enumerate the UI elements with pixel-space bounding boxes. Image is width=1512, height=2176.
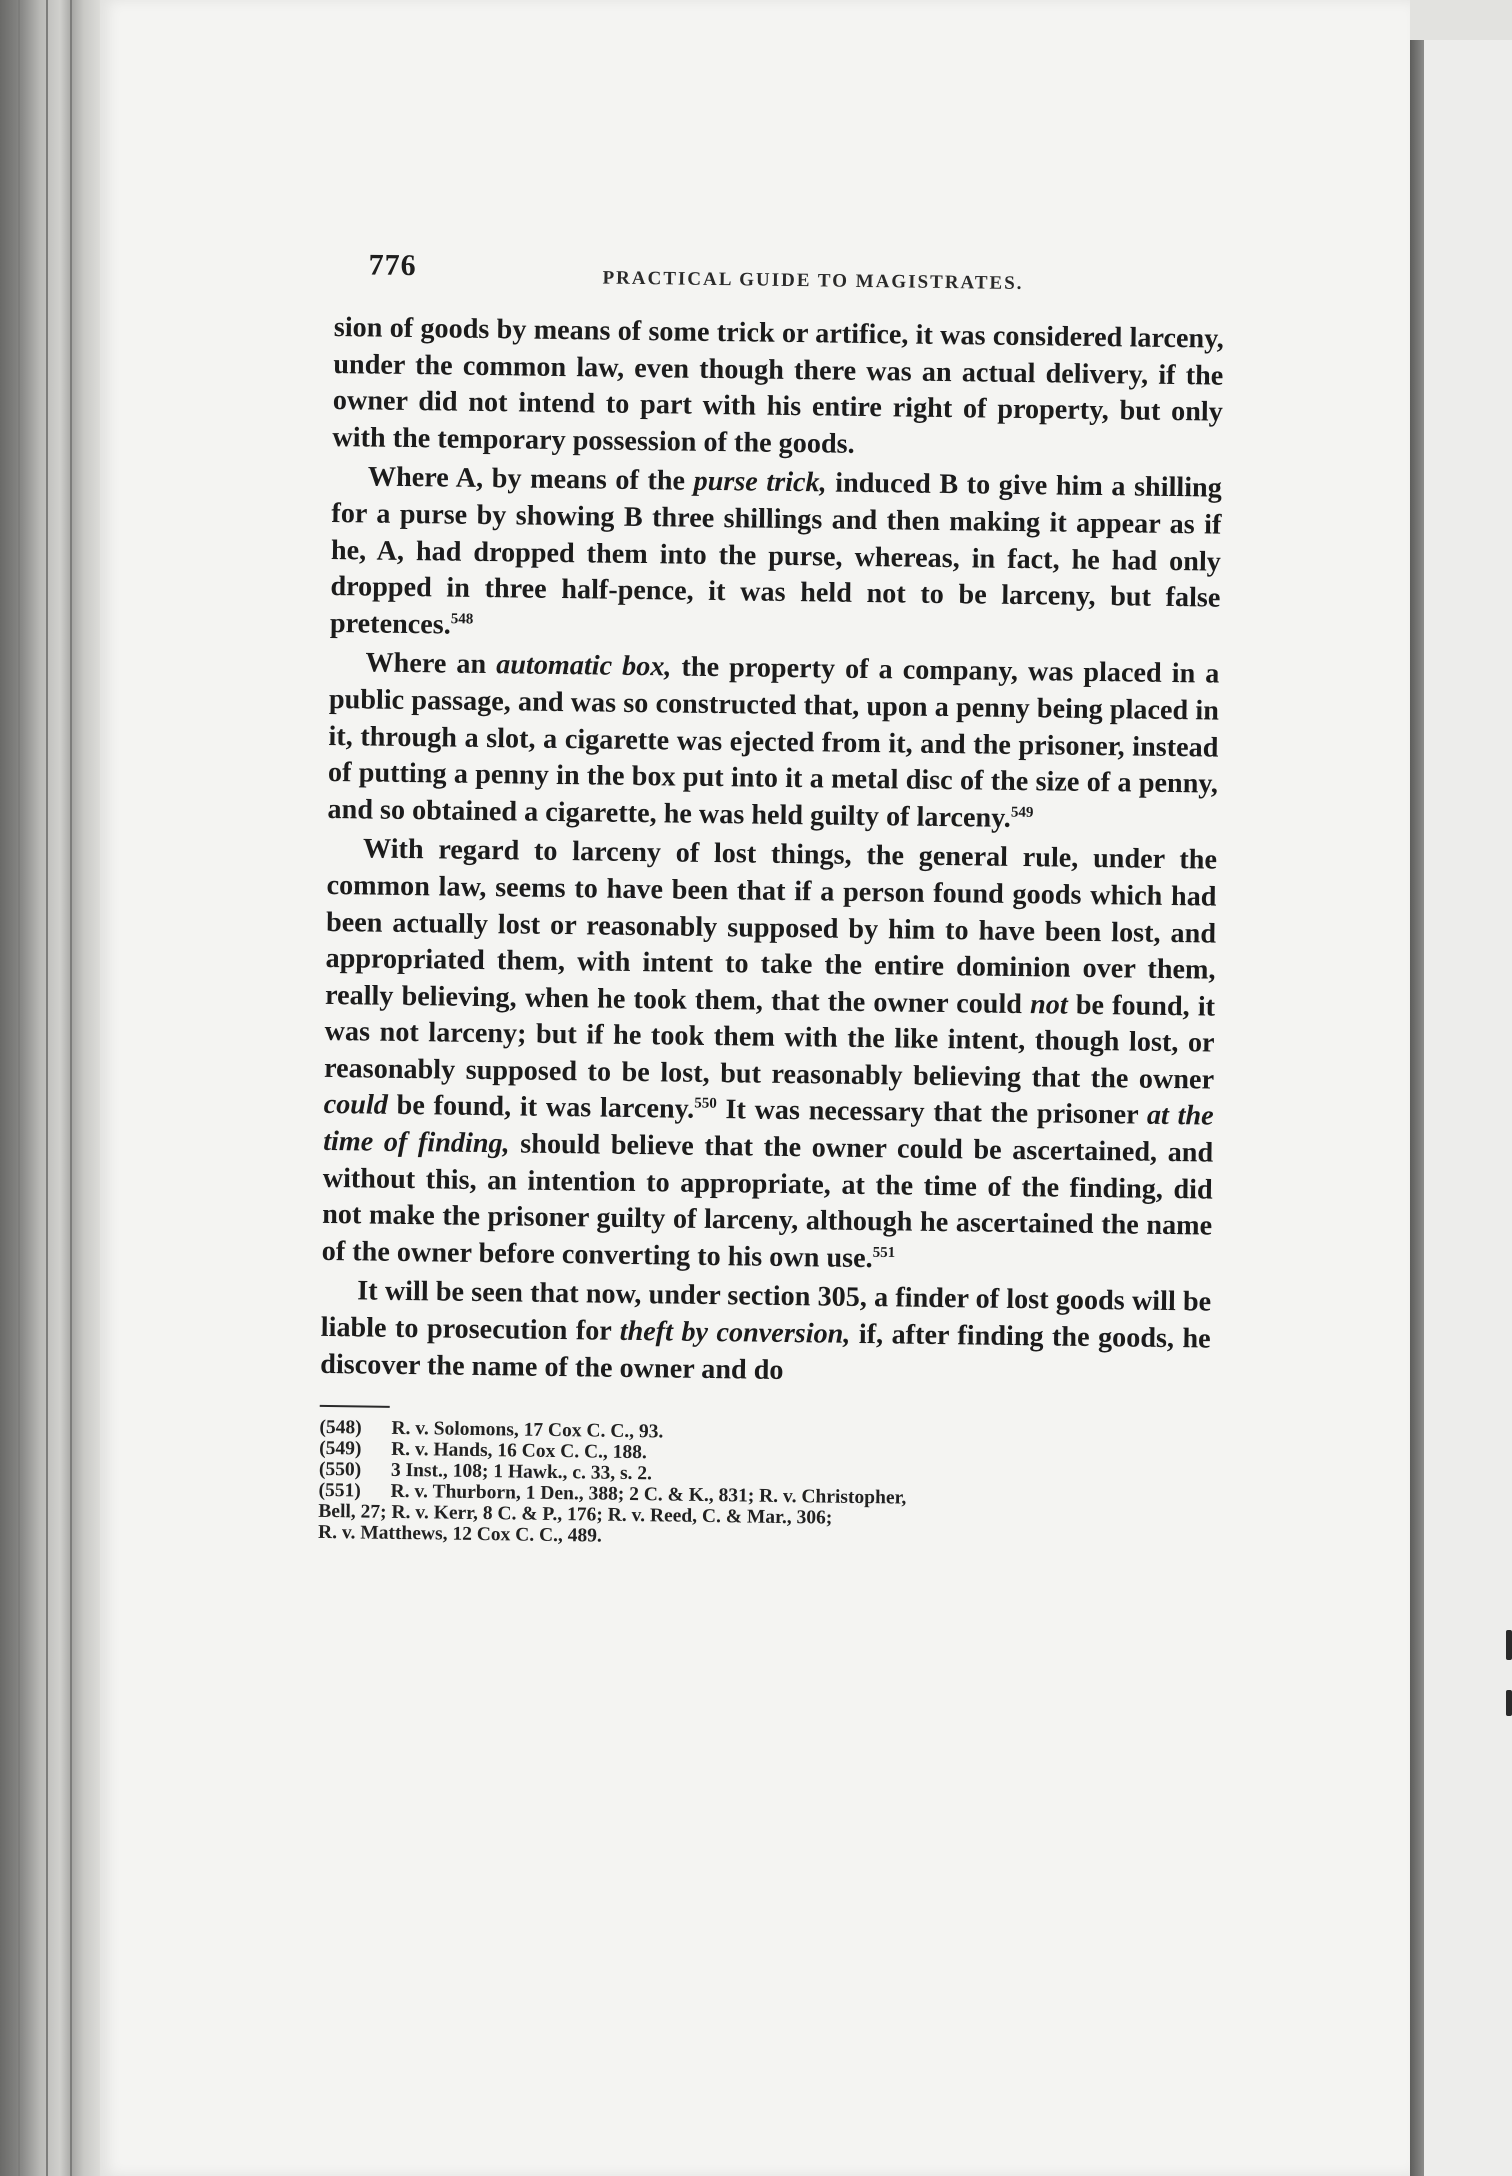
paragraph-text: With regard to larceny of lost things, the general rule, under the common law, seems to have been that if a person found goods which had been actually lost or reasonably supposed by him to have been lost, and appropriated them, with intent to take the entire dominion over them, really believing, when he took them, that the owner could: [324, 833, 1218, 1020]
italic-term: purse trick,: [693, 466, 827, 499]
paragraph-text: It was necessary that the prisoner: [716, 1094, 1148, 1132]
footnote-number: (549): [319, 1438, 362, 1460]
facing-page-mark: [1506, 1690, 1512, 1716]
page-edge-line: [46, 0, 48, 2176]
page-edge-line: [70, 0, 72, 2176]
facing-page-mark: [1506, 1630, 1512, 1660]
footnote-number: (548): [319, 1417, 362, 1439]
paragraph-text: should believe that the owner could be ascertained, and without this, an intention to appropriate, at the time of the finding, did not make the prisoner guilty of larceny, although he ascertained the name of the owner before converting to his own use.: [321, 1128, 1214, 1274]
paragraph-text: be found, it was not larceny; but if he took them with the like intent, though lost, or reasonably supposed to be lost, but reasonably believing that the owner: [323, 989, 1216, 1096]
italic-term: not: [1029, 988, 1068, 1021]
paragraph: [320, 1273, 1211, 1394]
paragraph: [322, 831, 1218, 1282]
footnote-text: R. v. Hands, 16 Cox C. C., 188.: [391, 1439, 647, 1464]
italic-term: theft by conversion,: [619, 1315, 851, 1350]
footnote-text: R. v. Solomons, 17 Cox C. C., 93.: [391, 1418, 664, 1443]
running-title: PRACTICAL GUIDE TO MAGISTRATES.: [602, 267, 1024, 295]
body-text: [320, 310, 1224, 1395]
footnote-text: R. v. Thurborn, 1 Den., 388; 2 C. & K., 831; R. v. Christopher,: [390, 1481, 907, 1509]
page-content: [318, 240, 1225, 1555]
footnote-continuation: Bell, 27; R. v. Kerr, 8 C. & P., 176; R. v. Reed, C. & Mar., 306;: [318, 1501, 833, 1529]
footnote-text: 3 Inst., 108; 1 Hawk., c. 33, s. 2.: [390, 1460, 653, 1485]
book-left-edge: [0, 0, 112, 2176]
footnote-ref: 551: [872, 1244, 896, 1261]
facing-page-edge: [1424, 40, 1512, 2176]
paragraph-text: Where an: [365, 647, 497, 681]
paragraph-text: Where A, by means of the: [367, 461, 694, 498]
paragraph-text: be found, it was larceny.: [387, 1090, 695, 1126]
italic-term: at the time of finding,: [322, 1100, 1214, 1160]
footnotes: [318, 1417, 1210, 1555]
page-edge-line: [18, 0, 20, 2176]
italic-term: could: [323, 1089, 389, 1122]
page-number: 776: [368, 248, 417, 283]
footnote-ref: 548: [450, 610, 474, 628]
paragraph-text: the property of a company, was placed in a public passage, and was so constructed that, upon a penny being placed in it, through a slot, a cigarette was ejected from it, and the prisoner, instead of putting a penny in the box put into it a metal disc of the size of a penny, and so obtained a cigarette, he was held guilty of larceny.: [327, 651, 1220, 834]
paragraph-text: if, after finding the goods, he discover the name of the owner and do: [320, 1318, 1211, 1386]
italic-term: automatic box,: [496, 649, 672, 683]
book-spine: [1410, 40, 1424, 2176]
paragraph: [327, 645, 1219, 840]
paragraph-text: induced B to give him a shilling for a purse by showing B three shillings and then making it appear as if he, A, had dropped them into the purse, whereas, in fact, he had only dropped in three half-pence, it was held not to be larceny, but false pretences.: [329, 467, 1223, 641]
paragraph: [332, 310, 1224, 468]
footnote-ref: 549: [1010, 804, 1034, 821]
paragraph-text: sion of goods by means of some trick or artifice, it was considered larceny, under the common law, even though there was an actual delivery, if the owner did not intend to part with his entire right of property, but only with the temporary possession of the goods.: [332, 311, 1224, 460]
footnote-continuation: R. v. Matthews, 12 Cox C. C., 489.: [317, 1522, 603, 1547]
footnote-divider: [320, 1405, 390, 1408]
footnote-number: (551): [318, 1480, 362, 1502]
paragraph-text: It will be seen that now, under section 305, a finder of lost goods will be liable to prosecution for: [320, 1275, 1212, 1347]
footnote-ref: 550: [694, 1095, 717, 1113]
page-header: [334, 240, 1225, 322]
paragraph: [330, 459, 1222, 654]
scan-background: [1410, 0, 1512, 40]
footnote-number: (550): [318, 1459, 362, 1481]
